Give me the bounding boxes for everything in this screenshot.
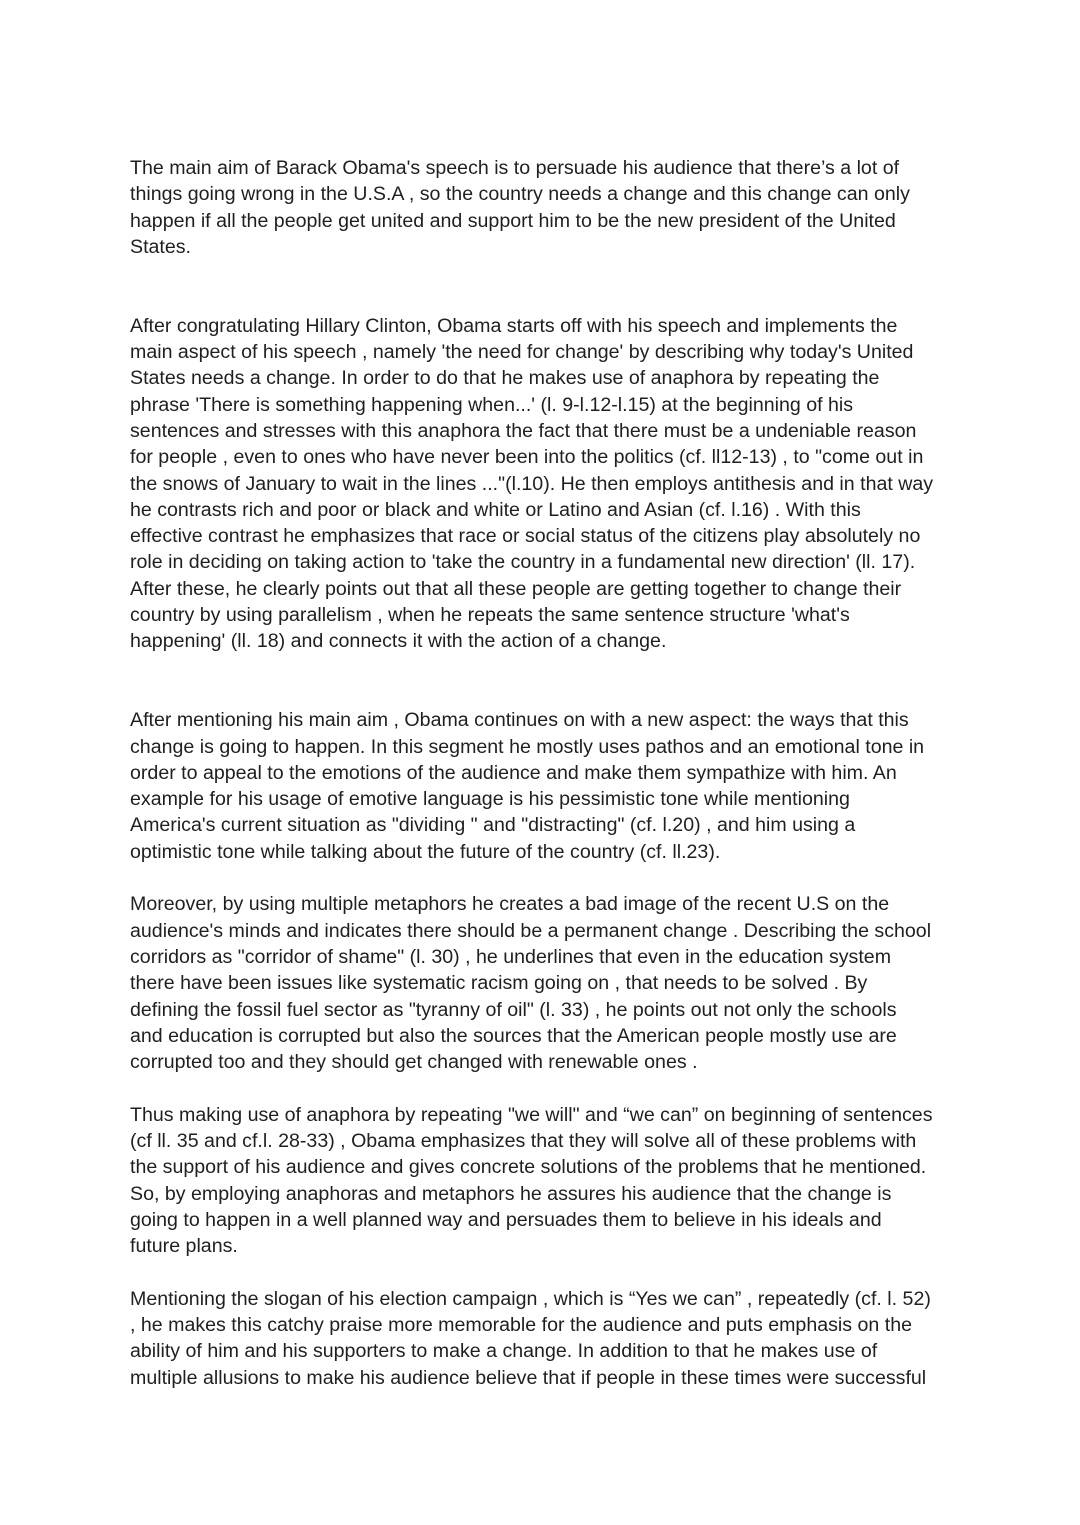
paragraph-main-aim: The main aim of Barack Obama's speech is to persuade his audience that there’s a lot of things going wrong in the U.S.A , so the country needs a change and this change can only happen if all the people get united and support him to be the new president of the United States. [130,157,910,258]
paragraph-need-for-change: After congratulating Hillary Clinton, Obama starts off with his speech and implements the main aspect of his speech , namely 'the need for change' by describing why today's United States needs a change. In order to do that he makes use of anaphora by repeating the phrase 'There is something happening when...' (l. 9-l.12-l.15) at the beginning of his sentences and stresses with this anaphora the fact that there must be a undeniable reason for people , even to ones who have never been into the politics (cf. ll12-13) , to "come out in the snows of January to wait in the lines ..."(l.10). He then employs antithesis and in that way he contrasts rich and poor or black and white or Latino and Asian (cf. l.16) . With this effective contrast he emphasizes that race or social status of the citizens play absolutely no role in deciding on taking action to 'take the country in a fundamental new direction' (ll. 17). After these, he clearly points out that all these people are getting together to change their country by using parallelism , when he repeats the same sentence structure 'what's happening' (ll. 18) and connects it with the action of a change. [130,314,934,653]
document-body [130,155,952,1391]
paragraph-metaphors: Moreover, by using multiple metaphors he creates a bad image of the recent U.S on the audience's minds and indicates there should be a permanent change . Describing the school corridors as "corridor of shame" (l. 30) , he underlines that even in the education system there have been issues like systematic racism going on , that needs to be solved . By defining the fossil fuel sector as "tyranny of oil" (l. 33) , he points out not only the schools and education is corrupted but also the sources that the American people mostly use are corrupted too and they should get changed with renewable ones . [130,893,932,1074]
paragraph-anaphora: Thus making use of anaphora by repeating "we will" and “we can” on beginning of sentences (cf ll. 35 and cf.l. 28-33) , Obama emphasizes that they will solve all of these problems with the support of his audience and gives concrete solutions of the problems that he mentioned. So, by employing anaphoras and metaphors he assures his audience that the change is going to happen in a well planned way and persuades them to believe in his ideals and future plans. [130,1103,933,1258]
paragraph-slogan: Mentioning the slogan of his election campaign , which is “Yes we can” , repeatedly (cf. l. 52) , he makes this catchy praise more memorable for the audience and puts emphasis on the ability of him and his supporters to make a change. In addition to that he makes use of multiple allusions to make his audience believe that if people in these times were successful [130,1287,931,1389]
paragraph-pathos: After mentioning his main aim , Obama continues on with a new aspect: the ways that this change is going to happen. In this segment he mostly uses pathos and an emotional tone in order to appeal to the emotions of the audience and make them sympathize with him. An example for his usage of emotive language is his pessimistic tone while mentioning America's current situation as "dividing " and "distracting" (cf. l.20) , and him using a optimistic tone while talking about the future of the country (cf. ll.23). [130,709,925,863]
